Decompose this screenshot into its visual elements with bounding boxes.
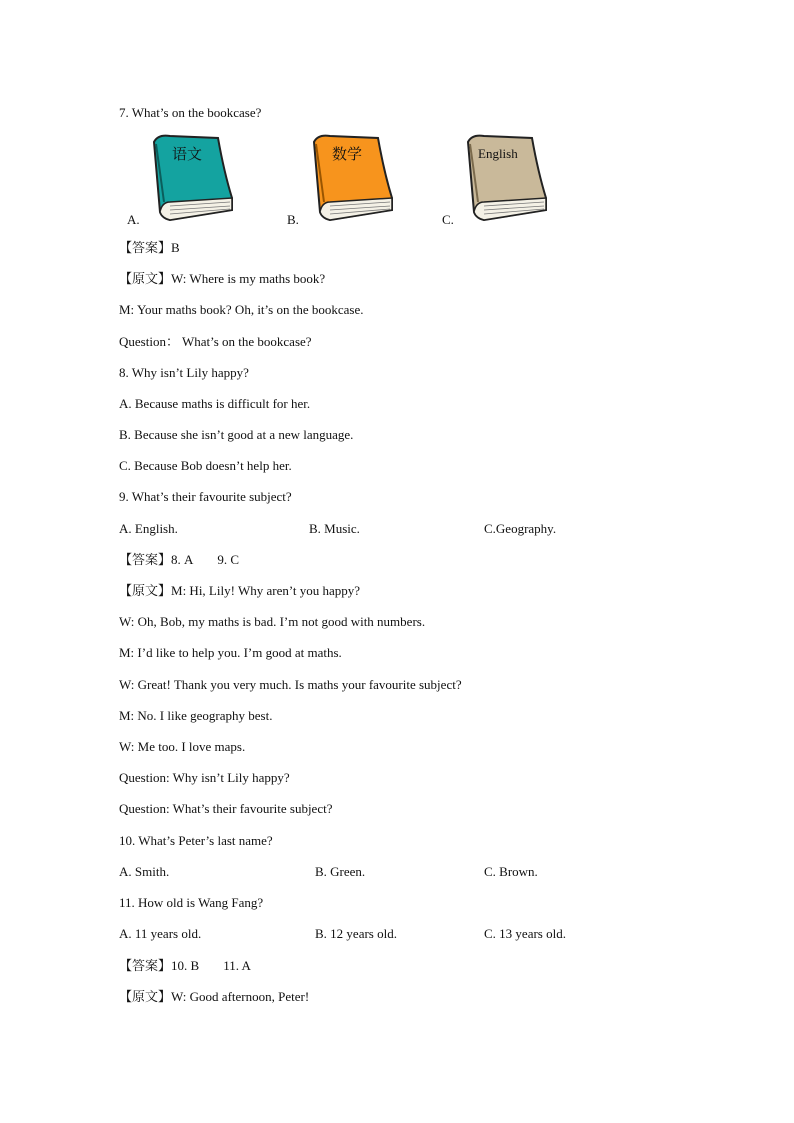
- transcript-8-9-line-7: Question: Why isn’t Lily happy?: [119, 770, 290, 785]
- q8-option-b: B. Because she isn’t good at a new language.: [119, 427, 354, 442]
- transcript-text: W: Good afternoon, Peter!: [171, 989, 310, 1004]
- transcript-8-9-line-3: M: I’d like to help you. I’m good at maths.: [119, 645, 342, 660]
- question-11: 11. How old is Wang Fang?: [119, 895, 264, 910]
- transcript-label: 【原文】: [119, 583, 172, 598]
- q9-option-b: B. Music.: [309, 521, 360, 536]
- book-b-title: 数学: [332, 145, 363, 163]
- q9-option-a: A. English.: [119, 521, 178, 536]
- transcript-7-line-1: [119, 271, 325, 287]
- q9-option-c: C.Geography.: [484, 521, 557, 536]
- transcript-8-9-line-2: W: Oh, Bob, my maths is bad. I’m not good with numbers.: [119, 614, 426, 629]
- q8-option-a: A. Because maths is difficult for her.: [119, 396, 311, 411]
- q8-option-c: C. Because Bob doesn’t help her.: [119, 458, 292, 473]
- answer-7: 【答案】B: [119, 240, 180, 255]
- answer-10: 10. B: [171, 958, 200, 973]
- q11-option-a: A. 11 years old.: [119, 926, 202, 941]
- q10-option-b: B. Green.: [315, 864, 366, 879]
- option-a-label: A.: [127, 212, 140, 227]
- transcript-8-9-line-8: Question: What’s their favourite subject?: [119, 801, 333, 816]
- option-b-label: B.: [287, 212, 299, 227]
- answer-10-11: [119, 958, 251, 974]
- transcript-8-9-line-5: M: No. I like geography best.: [119, 708, 273, 723]
- transcript-label: 【原文】: [119, 271, 172, 286]
- option-c-label: C.: [442, 212, 454, 227]
- transcript-8-9-line-6: W: Me too. I love maps.: [119, 739, 246, 754]
- answer-9: 9. C: [217, 552, 240, 567]
- transcript-8-9-line-1: [119, 583, 360, 599]
- question-7: 7. What’s on the bookcase?: [119, 105, 262, 120]
- answer-11: 11. A: [223, 958, 251, 973]
- question-8: 8. Why isn’t Lily happy?: [119, 365, 249, 380]
- transcript-text: M: Hi, Lily! Why aren’t you happy?: [171, 583, 361, 598]
- answer-label: 【答案】: [119, 958, 172, 973]
- transcript-label: 【原文】: [119, 989, 172, 1004]
- answer-8: 8. A: [171, 552, 194, 567]
- transcript-7-line-2: M: Your maths book? Oh, it’s on the bookcase.: [119, 302, 364, 317]
- transcript-8-9-line-4: W: Great! Thank you very much. Is maths your favourite subject?: [119, 677, 462, 692]
- answer-label: 【答案】: [119, 552, 172, 567]
- transcript-10-11-line-1: [119, 989, 309, 1005]
- q11-option-c: C. 13 years old.: [484, 926, 566, 941]
- book-a-title: 语文: [172, 145, 203, 163]
- question-9: 9. What’s their favourite subject?: [119, 489, 292, 504]
- q10-option-a: A. Smith.: [119, 864, 170, 879]
- transcript-7-line-3: Question： What’s on the bookcase?: [119, 334, 312, 349]
- transcript-text: W: Where is my maths book?: [171, 271, 326, 286]
- answer-8-9: [119, 552, 239, 568]
- q11-option-b: B. 12 years old.: [315, 926, 397, 941]
- q10-option-c: C. Brown.: [484, 864, 538, 879]
- question-10: 10. What’s Peter’s last name?: [119, 833, 273, 848]
- book-c-title: English: [478, 146, 518, 161]
